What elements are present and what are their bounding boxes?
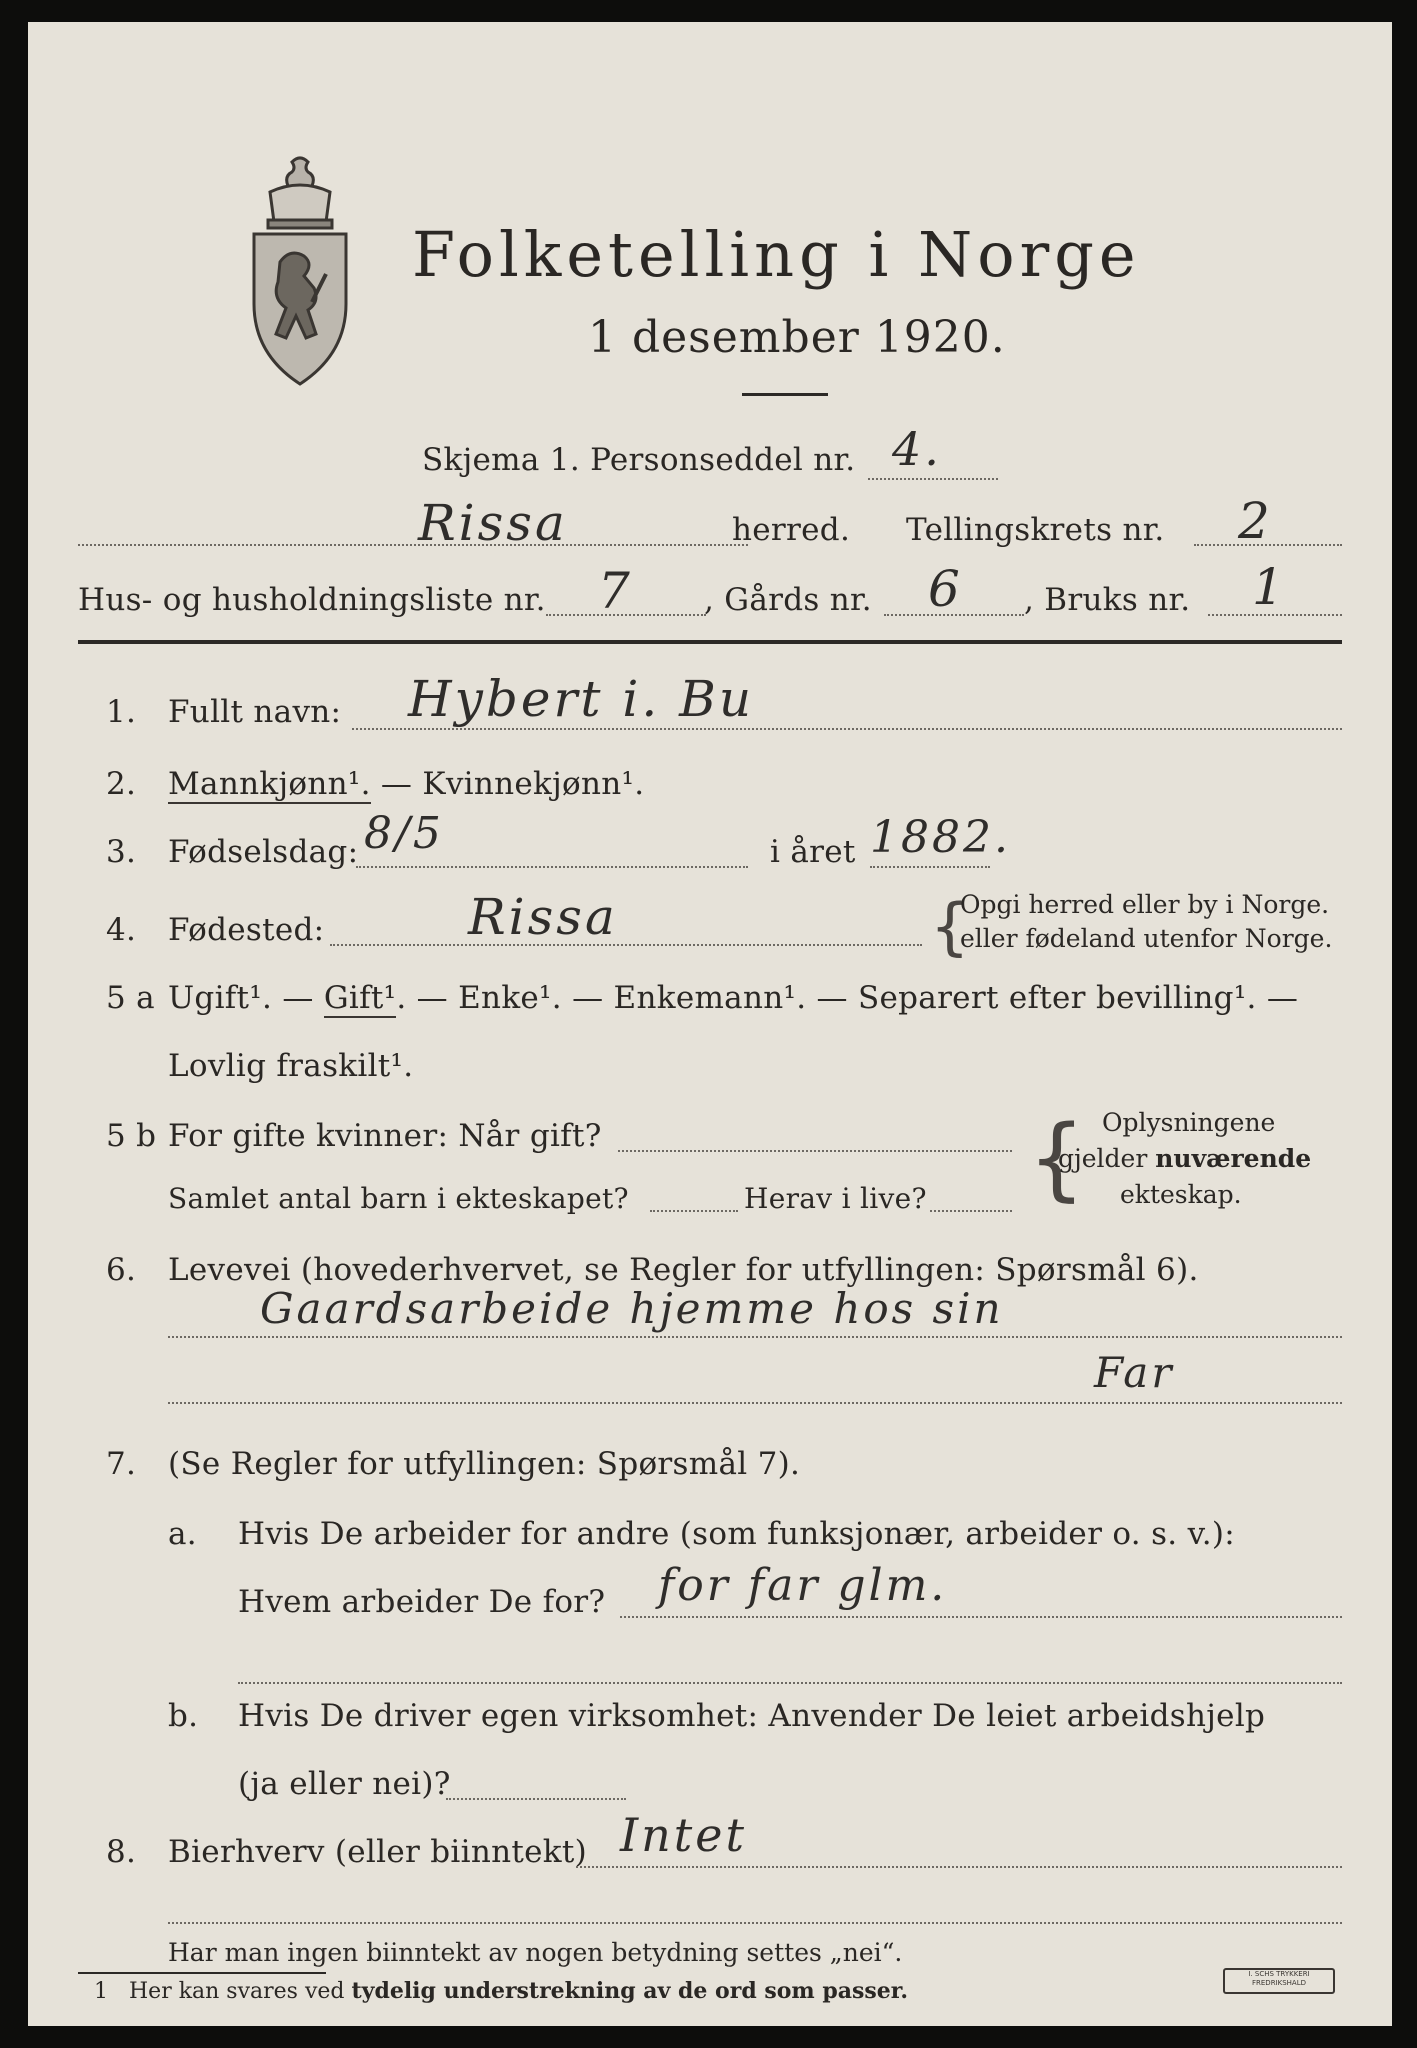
sex-separator: — (380, 766, 413, 802)
children-total-dots (650, 1210, 738, 1212)
title-divider (742, 393, 828, 396)
herred-label: herred. (732, 512, 851, 548)
birthplace-value[interactable]: Rissa (468, 888, 618, 946)
bruks-value[interactable]: 1 (1252, 558, 1287, 616)
q8-number: 8. (106, 1834, 137, 1870)
birthday-label: Fødselsdag: (168, 834, 359, 870)
bottom-note: Har man ingen biinntekt av nogen betydning settes „nei“. (168, 1938, 903, 1967)
schema-label: Skjema 1. Personseddel nr. (422, 442, 856, 478)
marriage-note-brace: { (1028, 1106, 1086, 1211)
tellingskrets-value[interactable]: 2 (1238, 492, 1273, 550)
q7a-line-1: Hvis De arbeider for andre (som funksjonær, arbeider o. s. v.): (238, 1516, 1236, 1552)
marital-other-options[interactable]: . — Enke¹. — Enkemann¹. — Separert efter bevilling¹. — (396, 980, 1299, 1016)
household-list-value[interactable]: 7 (598, 562, 633, 620)
birthday-dots (356, 866, 748, 868)
birthplace-dots (330, 944, 922, 946)
q5a-number: 5 a (106, 980, 155, 1016)
hired-help-label: (ja eller nei)? (238, 1766, 451, 1802)
gards-value[interactable]: 6 (928, 560, 963, 618)
marriage-note-2a: gjelder (1058, 1144, 1156, 1173)
form-title: Folketelling i Norge (412, 218, 1141, 291)
side-income-dots (576, 1866, 1342, 1868)
employer-dots-2 (238, 1682, 1342, 1684)
birthplace-note-1: Opgi herred eller by i Norge. (960, 890, 1330, 919)
q2-number: 2. (106, 766, 137, 802)
birthplace-note-2: eller fødeland utenfor Norge. (960, 924, 1333, 953)
footnote-text-a: Her kan svares ved (128, 1979, 352, 2004)
sex-options (168, 766, 644, 802)
q7-number: 7. (106, 1446, 137, 1482)
occupation-dots-2 (168, 1402, 1342, 1404)
birthplace-label: Fødested: (168, 912, 325, 948)
q1-number: 1. (106, 694, 137, 730)
birthday-value[interactable]: 8/5 (364, 808, 444, 859)
herred-dots (78, 544, 748, 546)
sex-male-option[interactable]: Mannkjønn¹. (168, 766, 371, 802)
footnote-text-b: tydelig understrekning av de ord som passer. (351, 1978, 908, 2004)
q6-number: 6. (106, 1252, 137, 1288)
marital-unmarried[interactable]: Ugift¹. — (168, 980, 324, 1016)
birth-year-value[interactable]: 1882. (870, 812, 1011, 863)
marriage-note-2b: nuværende (1155, 1144, 1312, 1173)
census-form (28, 22, 1392, 2026)
marital-married[interactable]: Gift¹ (323, 980, 397, 1016)
occupation-label: Levevei (hovederhvervet, se Regler for utfyllingen: Spørsmål 6). (168, 1252, 1199, 1288)
employer-value[interactable]: for far glm. (658, 1560, 948, 1611)
occupation-value-1[interactable]: Gaardsarbeide hjemme hos sin (260, 1284, 1004, 1333)
full-name-label: Fullt navn: (168, 694, 342, 730)
tellingskrets-label: Tellingskrets nr. (906, 512, 1165, 548)
birthplace-note-brace: { (930, 890, 970, 963)
q7b-line-1: Hvis De driver egen virksomhet: Anvender De leiet arbeidshjelp (238, 1698, 1266, 1734)
q4-number: 4. (106, 912, 137, 948)
birth-year-dots (870, 866, 990, 868)
header-rule (78, 640, 1342, 644)
footnote-rule (78, 1972, 326, 1974)
sex-female-option[interactable]: Kvinnekjønn¹. (422, 766, 645, 802)
children-alive-dots (930, 1210, 1012, 1212)
employer-label: Hvem arbeider De for? (238, 1584, 606, 1620)
side-income-label: Bierhverv (eller biinntekt) (168, 1834, 588, 1870)
q7b-number: b. (168, 1698, 199, 1734)
printer-stamp (1223, 1968, 1335, 1994)
schema-value[interactable]: 4. (892, 422, 942, 476)
occupation-value-2[interactable]: Far (1094, 1348, 1175, 1397)
hired-help-dots (446, 1798, 626, 1800)
side-income-dots-2 (168, 1922, 1342, 1924)
employer-dots (620, 1616, 1342, 1618)
schema-dots (868, 478, 998, 480)
gards-label: , Gårds nr. (704, 582, 872, 618)
birth-year-label: i året (770, 834, 856, 870)
q7-label: (Se Regler for utfyllingen: Spørsmål 7). (168, 1446, 801, 1482)
side-income-value[interactable]: Intet (620, 1808, 747, 1862)
children-total-label: Samlet antal barn i ekteskapet? (168, 1182, 629, 1215)
full-name-dots (352, 728, 1342, 730)
printer-stamp-line-2: FREDRIKSHALD (1251, 1979, 1306, 1987)
occupation-dots-1 (168, 1336, 1342, 1338)
census-date: 1 desember 1920. (588, 312, 1006, 363)
marital-status-options (168, 980, 1298, 1016)
household-list-label: Hus- og husholdningsliste nr. (78, 582, 546, 618)
children-alive-label: Herav i live? (744, 1182, 927, 1215)
bruks-label: , Bruks nr. (1024, 582, 1191, 618)
marital-divorced[interactable]: Lovlig fraskilt¹. (168, 1048, 414, 1084)
herred-value[interactable]: Rissa (418, 494, 568, 552)
coat-of-arms-icon (240, 152, 360, 392)
marriage-note-3: ekteskap. (1120, 1180, 1242, 1209)
married-when-label: For gifte kvinner: Når gift? (168, 1118, 602, 1154)
q3-number: 3. (106, 834, 137, 870)
married-when-dots (618, 1150, 1012, 1152)
q7a-number: a. (168, 1516, 197, 1552)
q5b-number: 5 b (106, 1118, 157, 1154)
footnote-number: 1 (94, 1979, 108, 2004)
full-name-value[interactable]: Hybert i. Bu (408, 670, 755, 728)
marriage-note-1: Oplysningene (1102, 1108, 1276, 1137)
printer-stamp-line-1: I. SCHS TRYKKERI (1248, 1970, 1310, 1978)
